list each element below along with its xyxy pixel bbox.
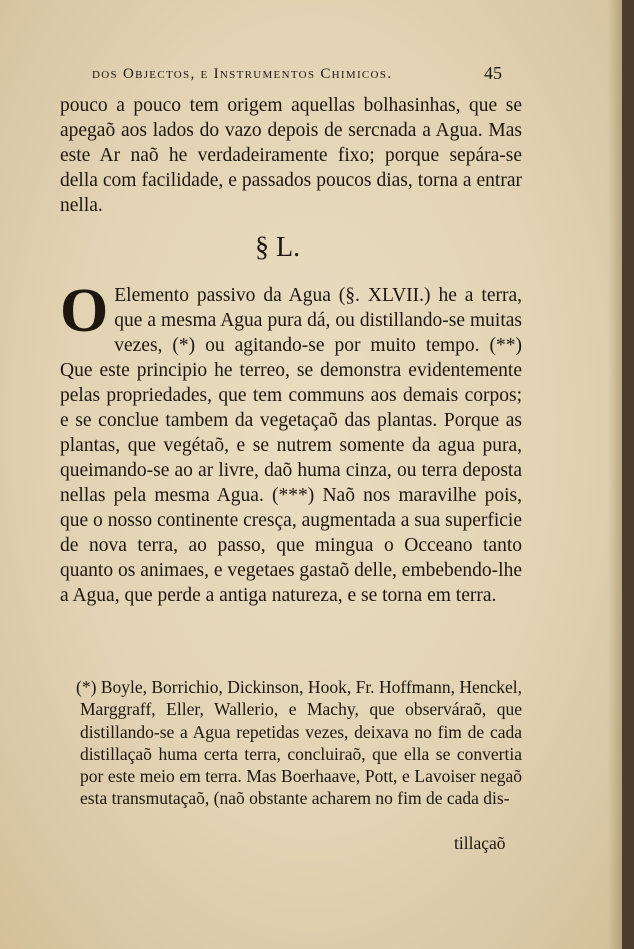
footnote-marker: (*) <box>76 677 97 697</box>
catchword: tillaçaõ <box>454 833 506 853</box>
continuation-paragraph: pouco a pouco tem origem aquellas bolhasinhas, que se apegaõ aos lados do vazo depois de sercnada a Agua. Mas este Ar naõ he verdadeiramente fixo; porque sepára-se della com facilidade, e passados poucos dias, torna a entrar nella. <box>60 95 522 216</box>
footnote <box>76 676 523 810</box>
main-paragraph <box>60 277 522 608</box>
footnote-text: Boyle, Borrichio, Dickinson, Hook, Fr. Hoffmann, Henckel, Marggraff, Eller, Wallerio, e Machy, que observáraõ, que distillando-se a Agua repetidas vezes, deixava no fim de cada distillaçaõ huma certa terra, concluiraõ, que ella se convertia por este meio em terra. Mas Boerhaave, Pott, e Lavoiser negaõ esta transmutaçaõ, (naõ obstante acharem no fim de cada dis- <box>80 677 523 809</box>
section-heading: § L. <box>255 232 301 263</box>
running-head: dos Objectos, e Instrumentos Chimicos. <box>92 66 393 82</box>
main-paragraph-text: Elemento passivo da Agua (§. XLVII.) he a terra, que a mesma Agua pura dá, ou distillando-se muitas vezes, (*) ou agitando-se por muito tempo. (**) Que este principio he terreo, se demonstra evidentemente pelas propriedades, que tem communs aos demais corpos; e se conclue tambem da vegetaçaõ das plantas. Porque as plantas, que vegétaõ, e se nutrem somente da agua pura, queimando-se ao ar livre, daõ huma cinza, ou terra deposta nellas pela mesma Agua. (***) Naõ nos maravilhe pois, que o nosso continente cresça, augmentada a sua superficie de nova terra, ao passo, que mingua o Occeano tanto quanto os animaes, e vegetaes gastaõ delle, embebendo-lhe a Agua, que perde a antiga natureza, e se torna em terra. <box>60 285 522 606</box>
page-number: 45 <box>484 63 502 83</box>
drop-cap: O <box>60 277 109 345</box>
